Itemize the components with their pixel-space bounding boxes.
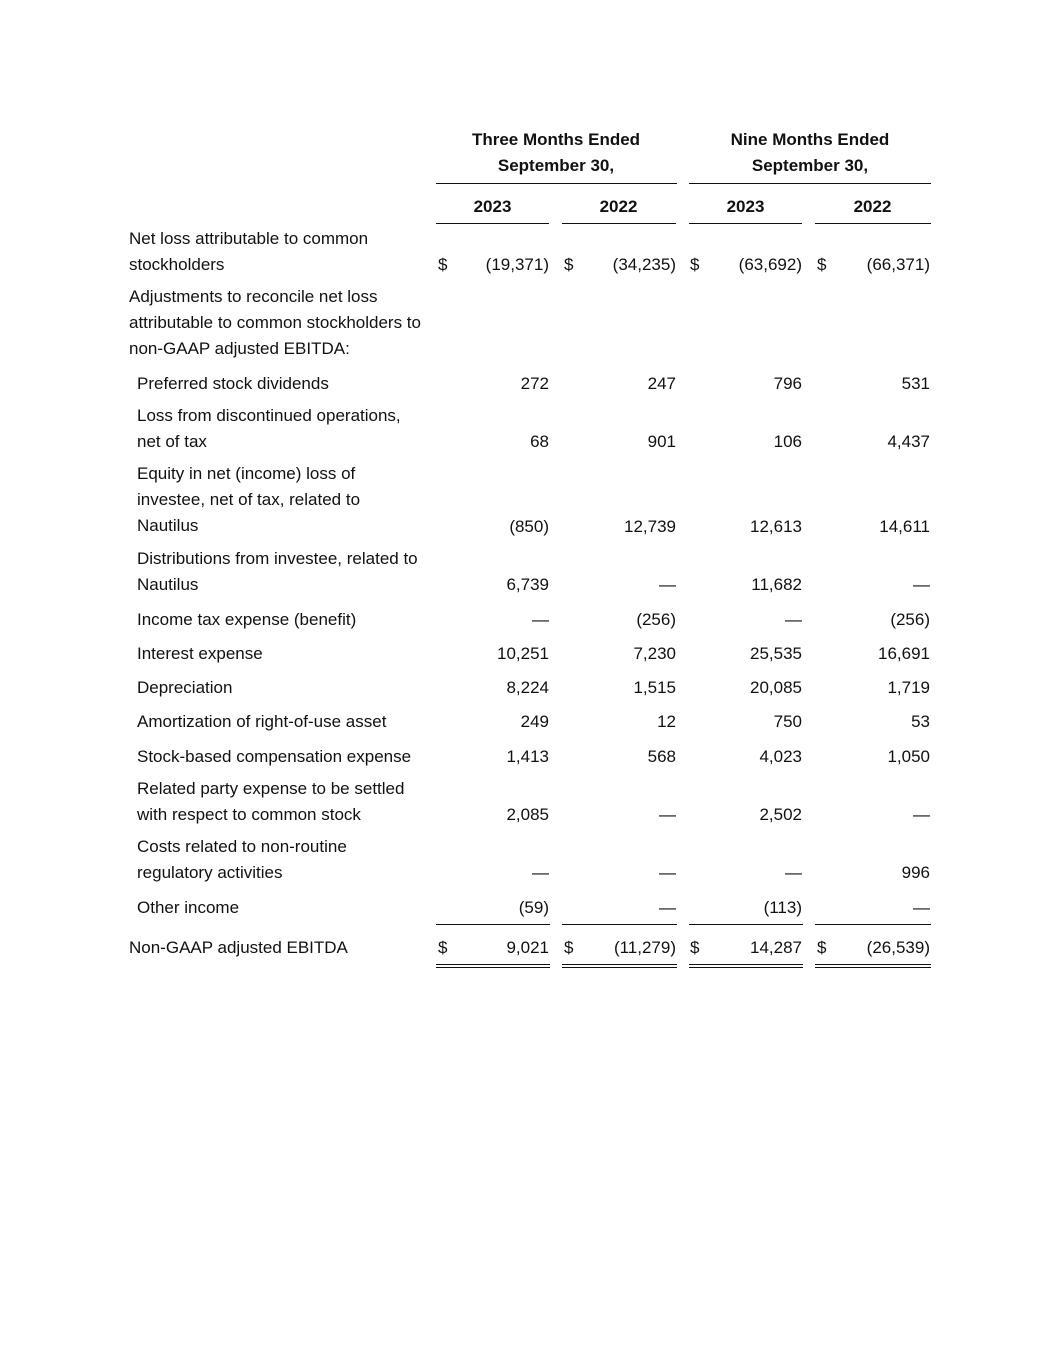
value-cell: —: [659, 575, 676, 594]
currency-symbol: $: [817, 255, 827, 274]
row-label: Amortization of right-of-use asset: [137, 712, 387, 731]
value-cell: 2,502: [759, 805, 802, 824]
value-cell: 10,251: [497, 644, 549, 663]
total-double-rule: [562, 964, 677, 968]
value-cell: 16,691: [878, 644, 930, 663]
year-rule: [562, 223, 676, 224]
row-label: Equity in net (income) loss of investee, net of tax, related to Nautilus: [137, 464, 361, 535]
value-cell: 568: [647, 747, 676, 766]
header-rule: [689, 183, 931, 184]
value-cell: 53: [911, 712, 930, 731]
value-cell: 11,682: [751, 575, 802, 594]
value-cell: 1,515: [633, 678, 676, 697]
total-double-rule: [689, 964, 803, 968]
value-cell: —: [913, 898, 930, 917]
value-cell: 247: [647, 374, 676, 393]
value-cell: 996: [901, 863, 930, 882]
currency-symbol: $: [564, 255, 574, 274]
value-cell: 25,535: [750, 644, 802, 663]
total-value-cell: (11,279): [613, 938, 676, 957]
total-label: Non-GAAP adjusted EBITDA: [129, 938, 348, 957]
value-cell: 12,739: [624, 517, 676, 536]
value-cell: (59): [518, 898, 549, 917]
value-cell: —: [659, 805, 676, 824]
header-three-months-line1: Three Months Ended: [471, 130, 641, 149]
row-label: Net loss attributable to common stockholders: [129, 229, 369, 274]
value-cell: 12: [657, 712, 676, 731]
value-cell: 750: [773, 712, 802, 731]
total-value-cell: (26,539): [866, 938, 930, 957]
value-cell: 2,085: [506, 805, 549, 824]
value-cell: 14,611: [879, 517, 930, 536]
value-cell: 68: [530, 432, 549, 451]
currency-symbol: $: [690, 938, 700, 957]
value-cell: 4,023: [759, 747, 802, 766]
year-header: 2022: [599, 197, 638, 216]
value-cell: 796: [773, 374, 802, 393]
value-cell: 106: [773, 432, 802, 451]
value-cell: —: [913, 575, 930, 594]
total-value-cell: 14,287: [750, 938, 802, 957]
row-label: Related party expense to be settled with respect to common stock: [137, 779, 405, 824]
currency-symbol: $: [817, 938, 827, 957]
year-rule: [815, 223, 931, 224]
value-cell: —: [785, 610, 802, 629]
total-double-rule: [436, 964, 550, 968]
subtotal-rule: [562, 924, 677, 925]
row-label: Loss from discontinued operations, net of tax: [137, 406, 401, 451]
row-label: Income tax expense (benefit): [137, 610, 357, 629]
row-label: Depreciation: [137, 678, 233, 697]
year-header: 2023: [473, 197, 512, 216]
value-cell: (256): [890, 610, 930, 629]
value-cell: (66,371): [866, 255, 930, 274]
header-nine-months-line2: September 30,: [751, 156, 869, 175]
value-cell: 20,085: [750, 678, 802, 697]
header-rule: [436, 183, 677, 184]
value-cell: 7,230: [633, 644, 676, 663]
row-label: Costs related to non-routine regulatory activities: [137, 837, 347, 882]
year-header: 2022: [853, 197, 892, 216]
value-cell: 8,224: [506, 678, 549, 697]
row-label: Other income: [137, 898, 240, 917]
row-label: Stock-based compensation expense: [137, 747, 412, 766]
value-cell: 249: [520, 712, 549, 731]
value-cell: 531: [901, 374, 930, 393]
row-label: Adjustments to reconcile net loss attributable to common stockholders to non-GAAP adjusted EBITDA:: [129, 287, 421, 358]
value-cell: 1,413: [506, 747, 549, 766]
row-label: Distributions from investee, related to Nautilus: [137, 549, 418, 594]
total-value-cell: 9,021: [506, 938, 549, 957]
value-cell: —: [532, 863, 549, 882]
value-cell: (34,235): [612, 255, 676, 274]
currency-symbol: $: [438, 255, 448, 274]
value-cell: 1,719: [887, 678, 930, 697]
currency-symbol: $: [690, 255, 700, 274]
value-cell: —: [913, 805, 930, 824]
header-nine-months-line1: Nine Months Ended: [730, 130, 890, 149]
currency-symbol: $: [564, 938, 574, 957]
value-cell: 272: [520, 374, 549, 393]
value-cell: 1,050: [887, 747, 930, 766]
value-cell: —: [532, 610, 549, 629]
year-rule: [436, 223, 549, 224]
value-cell: (19,371): [485, 255, 549, 274]
row-label: Interest expense: [137, 644, 263, 663]
value-cell: —: [659, 898, 676, 917]
value-cell: 901: [647, 432, 676, 451]
row-label: Preferred stock dividends: [137, 374, 329, 393]
header-three-months-line2: September 30,: [497, 156, 615, 175]
value-cell: 12,613: [750, 517, 802, 536]
value-cell: (63,692): [738, 255, 802, 274]
value-cell: (113): [763, 898, 802, 917]
value-cell: —: [659, 863, 676, 882]
value-cell: 6,739: [506, 575, 549, 594]
currency-symbol: $: [438, 938, 448, 957]
year-rule: [689, 223, 802, 224]
subtotal-rule: [689, 924, 803, 925]
value-cell: 4,437: [887, 432, 930, 451]
subtotal-rule: [436, 924, 550, 925]
total-double-rule: [815, 964, 931, 968]
year-header: 2023: [726, 197, 765, 216]
value-cell: —: [785, 863, 802, 882]
subtotal-rule: [815, 924, 931, 925]
value-cell: (256): [636, 610, 676, 629]
value-cell: (850): [509, 517, 549, 536]
